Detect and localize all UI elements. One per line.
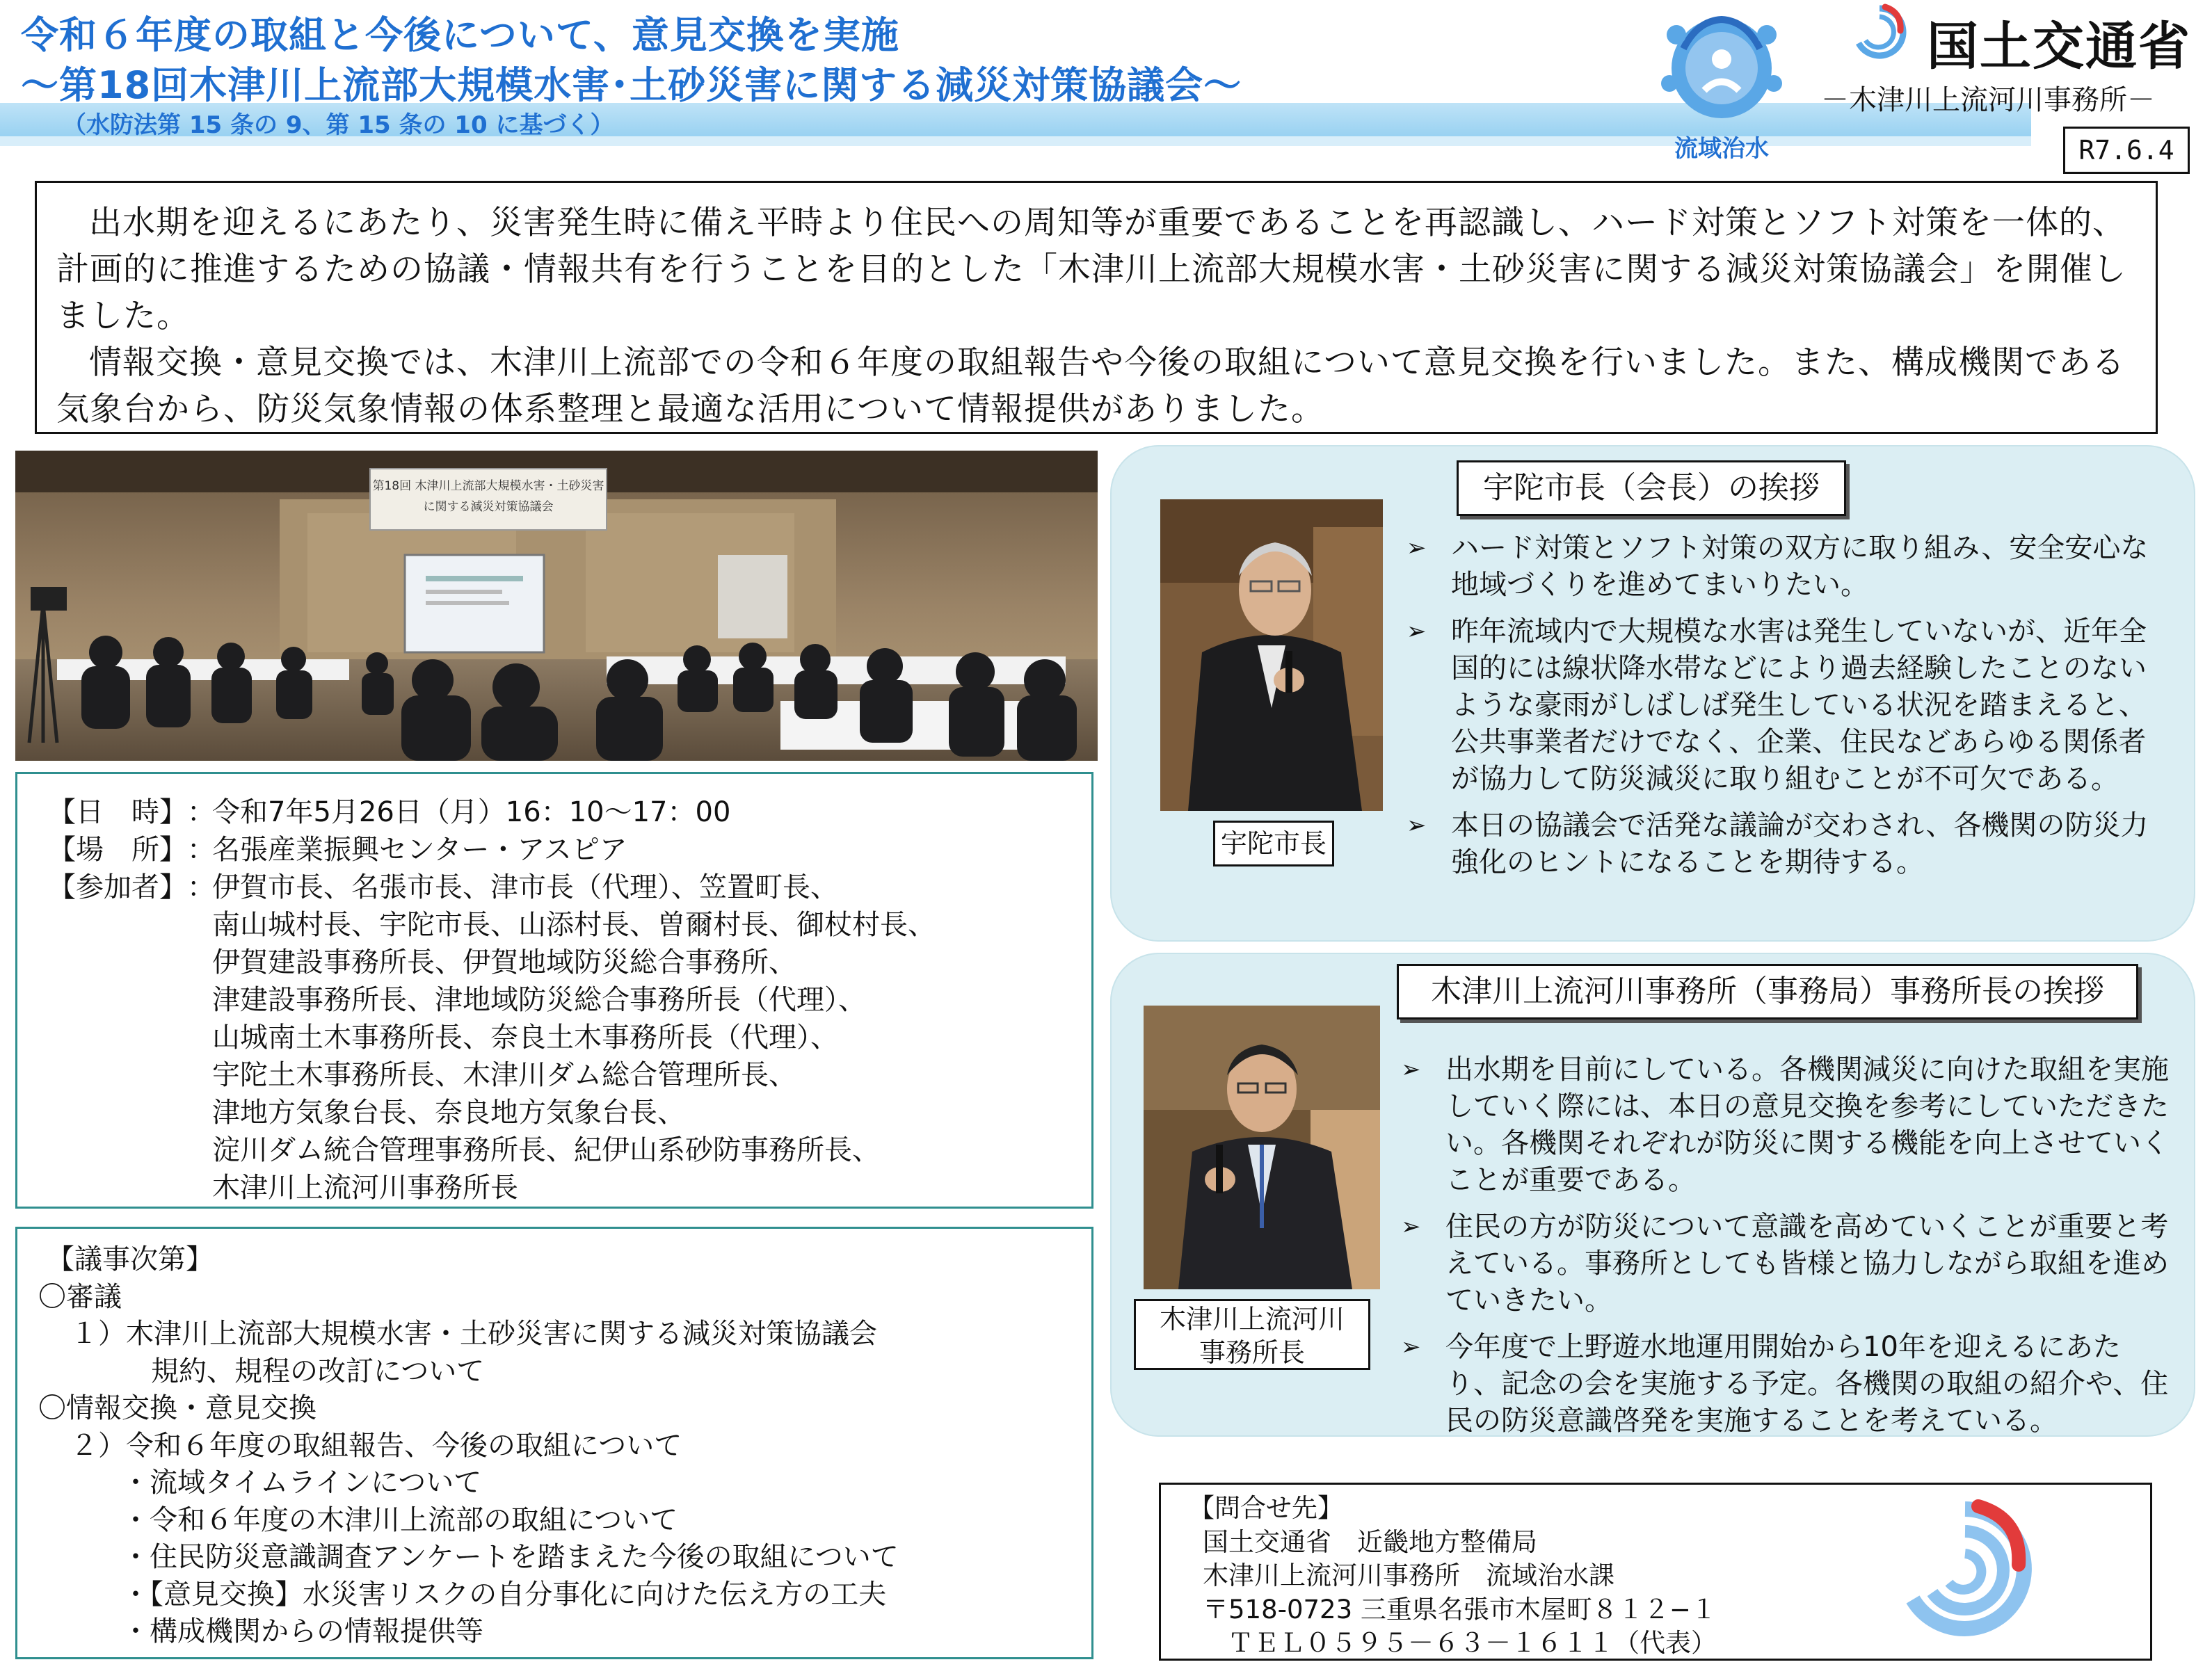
list-item	[1406, 807, 2165, 881]
office-bullet-list	[1401, 1051, 2169, 1449]
attendees-separator: ：	[187, 871, 215, 903]
attendee-line: 伊賀市長、名張市長、津市長（代理）、笠置町長、	[212, 871, 838, 903]
attendees-label: 【参加者】	[48, 871, 187, 903]
contact-heading: 【問合せ先】	[1189, 1493, 1343, 1523]
office-director-photo	[1144, 1006, 1380, 1289]
attendees-row	[48, 869, 1091, 906]
agenda-box	[15, 1227, 1093, 1659]
mayor-greeting-title: 宇陀市長（会長）の挨拶	[1457, 460, 1846, 516]
attendee-line: 津地方気象台長、奈良地方気象台長、	[212, 1097, 685, 1129]
meeting-info-box	[15, 772, 1093, 1209]
arrow-bullet-icon: ➢	[1401, 1056, 1421, 1083]
date-value: 令和7年5月26日（月）16：10～17：00	[212, 796, 731, 828]
bullet-text: ハード対策とソフト対策の双方に取り組み、安全安心な地域づくりを進めてまいりたい。	[1451, 532, 2149, 601]
office-greeting-title: 木津川上流河川事務所（事務局）事務所長の挨拶	[1397, 964, 2138, 1019]
caption-line-1: 木津川上流河川	[1159, 1304, 1345, 1335]
projected-banner	[370, 469, 607, 530]
arrow-bullet-icon: ➢	[1406, 618, 1427, 645]
list-item	[1401, 1209, 2169, 1319]
bullet-text: 出水期を目前にしている。各機関減災に向けた取組を実施していく際には、本日の意見交換を参考にしていただきたい。各機関それぞれが防災に関する機能を向上させていくことが重要である。	[1445, 1054, 2169, 1196]
list-item	[1401, 1329, 2169, 1440]
attendee-line: 南山城村長、宇陀市長、山添村長、曽爾村長、御杖村長、	[212, 909, 936, 941]
arrow-bullet-icon: ➢	[1406, 534, 1427, 562]
bullet-text: 住民の方が防災について意識を高めていくことが重要と考えている。事務所としても皆様と協力しながら取組を進めていきたい。	[1445, 1211, 2169, 1316]
legal-basis-note: （水防法第 15 条の 9、第 15 条の 10 に基づく）	[63, 111, 614, 139]
agenda-subitem: ・【意見交換】水災害リスクの自分事化に向けた伝え方の工夫	[122, 1578, 887, 1611]
bullet-text: 本日の協議会で活発な議論が交わされ、各機関の防災力強化のヒントになることを期待する。	[1451, 809, 2149, 878]
agenda-subitem: ・流域タイムラインについて	[122, 1467, 482, 1499]
arrow-bullet-icon: ➢	[1406, 812, 1427, 839]
bullet-text: 昨年流域内で大規模な水害は発生していないが、近年全国的には線状降水帯などにより過去経験したことのないような豪雨がしばしば発生している状況を踏まえると、公共事業者だけでなく、企業、住民などあらゆる関係者が協力して防災減災に取り組むことが不可欠である。	[1451, 615, 2147, 795]
contact-line-office: 木津川上流河川事務所 流域治水課	[1203, 1561, 1614, 1590]
attendee-line: 宇陀土木事務所長、木津川ダム総合管理所長、	[212, 1059, 796, 1091]
issue-date: R7.6.4	[2063, 127, 2190, 174]
agenda-heading: 【議事次第】	[47, 1243, 214, 1275]
place-separator: ：	[187, 834, 215, 866]
place-value: 名張産業振興センター・アスピア	[212, 834, 627, 866]
intro-paragraph-1: 出水期を迎えるにあたり、災害発生時に備え平時より住民への周知等が重要であることを再認識し、ハード対策とソフト対策を一体的、計画的に推進するための協議・情報共有を行うことを目的とした「木津川上流部大規模水害・土砂災害に関する減災対策協議会」を開催しました。	[56, 204, 2126, 335]
attendee-line: 伊賀建設事務所長、伊賀地域防災総合事務所、	[212, 946, 796, 978]
agenda-item-2: ２）令和６年度の取組報告、今後の取組について	[70, 1429, 682, 1462]
attendee-line: 淀川ダム統合管理事務所長、紀伊山系砂防事務所長、	[212, 1134, 880, 1166]
mayor-bullet-list	[1406, 530, 2165, 891]
page-title: 令和６年度の取組と今後について、意見交換を実施	[21, 13, 899, 57]
basin-flood-control-logo-icon	[1656, 7, 1788, 125]
place-row	[48, 831, 1091, 869]
attendee-line: 木津川上流河川事務所長	[212, 1172, 518, 1204]
office-director-photo-caption	[1134, 1299, 1370, 1370]
basin-logo-label: 流域治水	[1674, 135, 1769, 163]
agenda-subitem: ・構成機関からの情報提供等	[122, 1615, 483, 1647]
meeting-hall-photo	[15, 451, 1098, 761]
attendee-line: 津建設事務所長、津地域防災総合事務所長（代理）、	[212, 984, 866, 1016]
list-item	[1401, 1051, 2169, 1199]
mayor-photo	[1160, 499, 1383, 811]
mayor-photo-caption: 宇陀市長	[1213, 821, 1334, 866]
contact-line-phone: ＴＥＬ０５９５－６３－１６１１（代表）	[1228, 1628, 1717, 1658]
agenda-subitem: ・令和６年度の木津川上流部の取組について	[122, 1503, 678, 1536]
ministry-name: 国土交通省	[1927, 17, 2191, 76]
date-separator: ：	[187, 796, 215, 828]
date-label: 【日 時】	[48, 796, 187, 828]
office-name: －木津川上流河川事務所－	[1821, 84, 2155, 116]
agenda-item-1-continued: 規約、規程の改訂について	[151, 1355, 485, 1387]
bullet-text: 今年度で上野遊水地運用開始から10年を迎えるにあたり、記念の会を実施する予定。各機関の取組の紹介や、住民の防災意識啓発を実施することを考えている。	[1445, 1331, 2169, 1437]
page-subtitle-meeting: ～第18回木津川上流部大規模水害･土砂災害に関する減災対策協議会～	[21, 63, 1242, 107]
caption-line-2: 事務所長	[1199, 1337, 1305, 1368]
agenda-section-deliberation: 〇審議	[38, 1280, 122, 1313]
place-label: 【場 所】	[48, 834, 187, 866]
intro-text-box	[35, 181, 2158, 434]
intro-paragraph-2: 情報交換・意見交換では、木津川上流部での令和６年度の取組報告や今後の取組について意見交換を行いました。また、構成機関である気象台から、防災気象情報の体系整理と最適な活用について情報提供がありました。	[56, 344, 2126, 428]
mlit-logo-icon	[1850, 3, 1909, 65]
mlit-emblem-icon	[1892, 1495, 2038, 1650]
date-row	[48, 793, 1091, 831]
list-item	[1406, 613, 2165, 798]
arrow-bullet-icon: ➢	[1401, 1333, 1421, 1361]
agenda-subitem: ・住民防災意識調査アンケートを踏まえた今後の取組について	[122, 1541, 899, 1573]
agenda-item-1: １）木津川上流部大規模水害・土砂災害に関する減災対策協議会	[70, 1318, 877, 1350]
banner-text-1: 第18回 木津川上流部大規模水害・土砂災害	[372, 479, 604, 493]
list-item	[1406, 530, 2165, 604]
arrow-bullet-icon: ➢	[1401, 1213, 1421, 1241]
attendee-line: 山城南土木事務所長、奈良土木事務所長（代理）、	[212, 1022, 838, 1054]
banner-text-2: に関する減災対策協議会	[423, 500, 554, 514]
agenda-section-exchange: 〇情報交換・意見交換	[38, 1392, 316, 1424]
contact-line-bureau: 国土交通省 近畿地方整備局	[1203, 1526, 1537, 1557]
contact-line-address: 〒518-0723 三重県名張市木屋町８１２−１	[1203, 1594, 1717, 1624]
